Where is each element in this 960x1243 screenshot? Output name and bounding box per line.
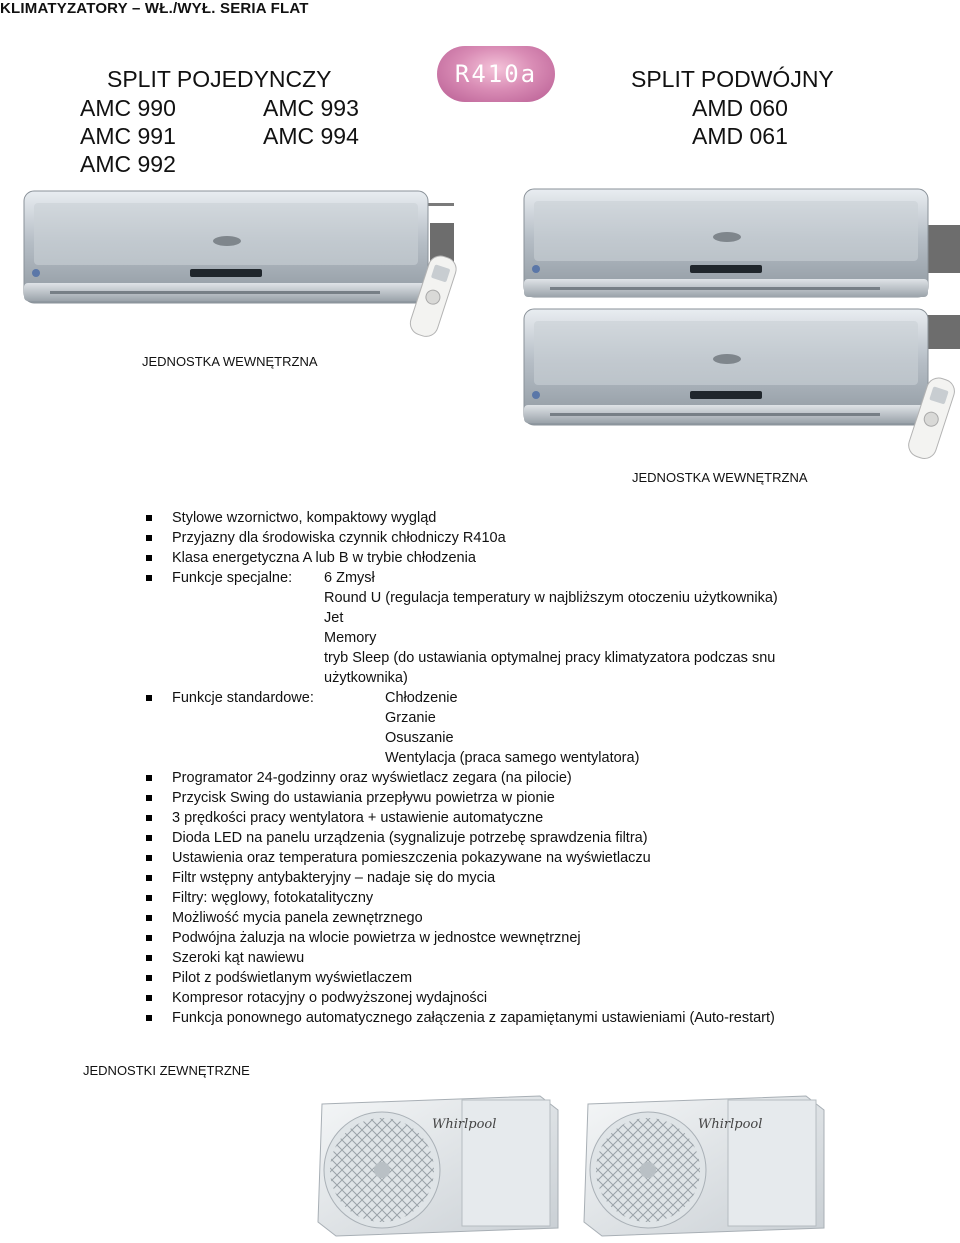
model-amd-060: AMD 060 [692,95,788,121]
list-item: 3 prędkości pracy wentylatora + ustawienie automatyczne [146,808,946,828]
caption-indoor-double: JEDNOSTKA WEWNĘTRZNA [632,470,808,485]
list-item: Podwójna żaluzja na wlocie powietrza w jednostce wewnętrznej [146,928,946,948]
indoor-unit-double-image-1 [520,185,960,305]
standard-function: Wentylacja (praca samego wentylatora) [385,750,640,766]
indoor-unit-double-image-2 [520,305,960,465]
list-item: Szeroki kąt nawiewu [146,948,946,968]
list-item-special-functions: Funkcje specjalne: 6 Zmysł [146,568,946,588]
model-amc-993: AMC 993 [263,95,359,121]
list-item: Stylowe wzornictwo, kompaktowy wygląd [146,508,946,528]
list-item: Ustawienia oraz temperatura pomieszczenia pokazywane na wyświetlaczu [146,848,946,868]
model-amc-992: AMC 992 [80,151,176,177]
refrigerant-badge-label: R410a [454,60,538,88]
caption-outdoor: JEDNOSTKI ZEWNĘTRZNE [83,1063,250,1078]
special-function: tryb Sleep (do ustawiania optymalnej pracy klimatyzatora podczas snu [324,650,776,666]
list-item: Filtry: węglowy, fotokatalityczny [146,888,946,908]
list-item: Możliwość mycia panela zewnętrznego [146,908,946,928]
outdoor-unit-image-2 [578,1090,828,1240]
list-item: Kompresor rotacyjny o podwyższonej wydajności [146,988,946,1008]
list-item: Dioda LED na panelu urządzenia (sygnalizuje potrzebę sprawdzenia filtra) [146,828,946,848]
caption-indoor-single: JEDNOSTKA WEWNĘTRZNA [142,354,318,369]
indoor-unit-single-image [20,185,460,345]
svg-text:Whirlpool: Whirlpool [432,1117,497,1132]
special-function: Memory [324,630,377,646]
list-item-standard-functions: Funkcje standardowe: Chłodzenie [146,688,946,708]
standard-function: Osuszanie [385,730,454,746]
document-title: KLIMATYZATORY – WŁ./WYŁ. SERIA FLAT [0,0,309,17]
svg-text:Whirlpool: Whirlpool [698,1117,763,1132]
standard-function: Grzanie [385,710,436,726]
model-amd-061: AMD 061 [692,123,788,149]
special-function: Jet [324,610,344,626]
split-double-title: SPLIT PODWÓJNY [631,66,834,92]
list-item: Pilot z podświetlanym wyświetlaczem [146,968,946,988]
refrigerant-badge [437,46,555,102]
model-amc-991: AMC 991 [80,123,176,149]
model-amc-994: AMC 994 [263,123,359,149]
feature-list [146,508,946,1028]
model-amc-990: AMC 990 [80,95,176,121]
special-function: Round U (regulacja temperatury w najbliższym otoczeniu użytkownika) [324,590,778,606]
list-item: Funkcja ponownego automatycznego załączenia z zapamiętanymi ustawieniami (Auto-restart) [146,1008,946,1028]
outdoor-unit-image-1 [312,1090,562,1240]
list-item: Przyjazny dla środowiska czynnik chłodniczy R410a [146,528,946,548]
list-item: Klasa energetyczna A lub B w trybie chłodzenia [146,548,946,568]
special-function: użytkownika) [324,670,408,686]
list-item: Przycisk Swing do ustawiania przepływu powietrza w pionie [146,788,946,808]
list-item: Filtr wstępny antybakteryjny – nadaje się do mycia [146,868,946,888]
split-single-title: SPLIT POJEDYNCZY [107,66,332,92]
list-item: Programator 24-godzinny oraz wyświetlacz zegara (na pilocie) [146,768,946,788]
